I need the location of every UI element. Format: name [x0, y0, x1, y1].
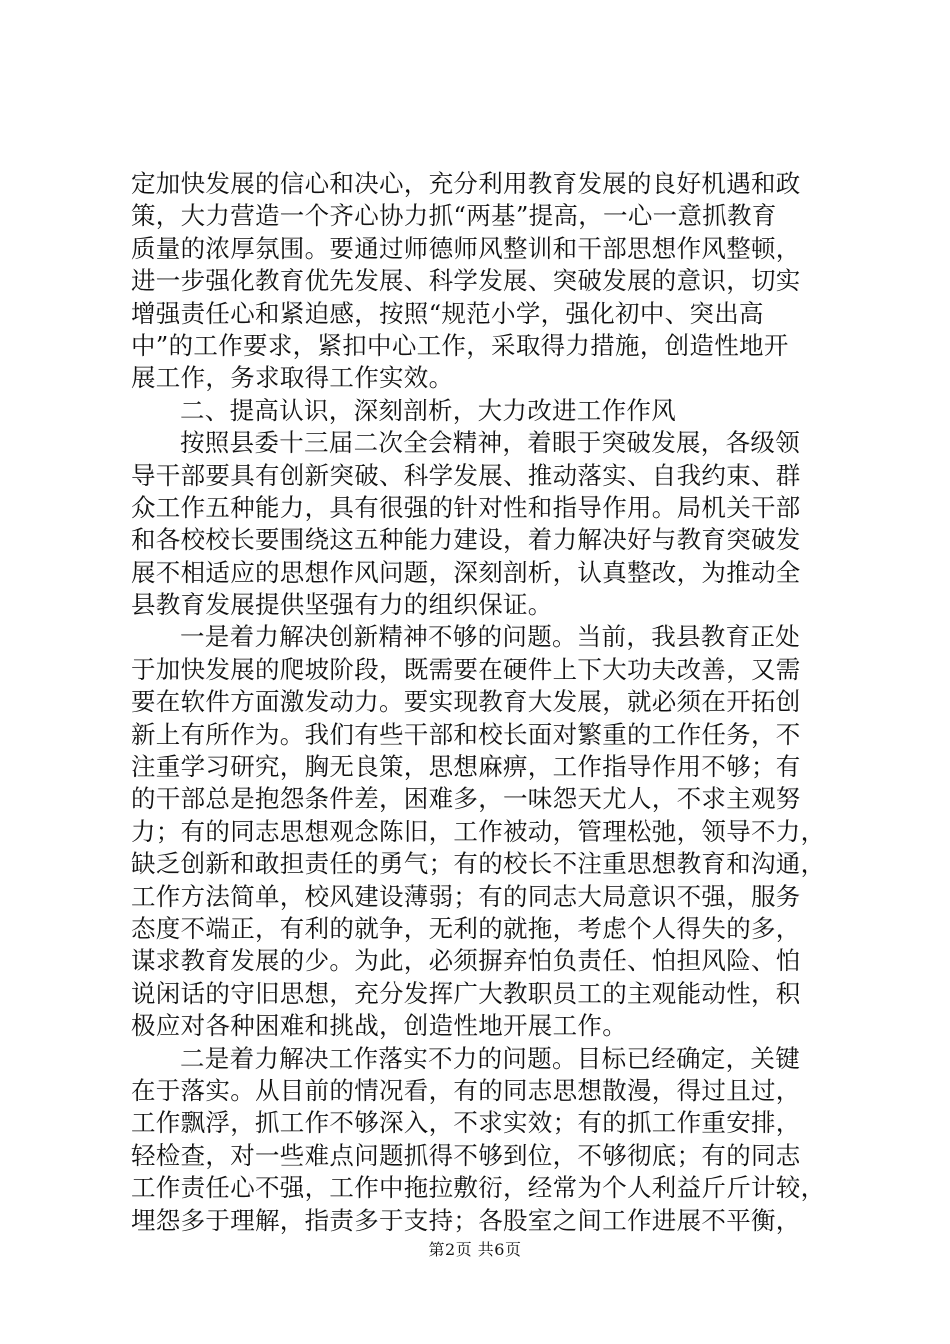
text-line: 一是着力解决创新精神不够的问题。当前，我县教育正处 — [180, 622, 800, 652]
text-line: 按照县委十三届二次全会精神，着眼于突破发展，各级领 — [180, 428, 800, 458]
text-line: 工作责任心不强，工作中拖拉敷衍，经常为个人利益斤斤计较， — [131, 1173, 826, 1203]
text-line: 定加快发展的信心和决心，充分利用教育发展的良好机遇和政 — [131, 169, 801, 198]
text-line: 要在软件方面激发动力。要实现教育大发展，就必须在开拓创 — [131, 687, 801, 717]
text-line: 新上有所作为。我们有些干部和校长面对繁重的工作任务，不 — [131, 719, 801, 749]
text-line: 二是着力解决工作落实不力的问题。目标已经确定，关键 — [180, 1043, 800, 1073]
section-heading: 二、提高认识，深刻剖析，大力改进工作作风 — [180, 395, 676, 425]
text-line: 于加快发展的爬坡阶段，既需要在硬件上下大功夫改善，又需 — [131, 654, 801, 684]
document-body — [131, 168, 851, 1237]
text-line: 在于落实。从目前的情况看，有的同志思想散漫，得过且过， — [131, 1075, 801, 1105]
text-line: 缺乏创新和敢担责任的勇气；有的校长不注重思想教育和沟通， — [131, 849, 826, 879]
text-line: 注重学习研究，胸无良策，思想麻痹，工作指导作用不够；有 — [131, 752, 801, 782]
text-line: 展不相适应的思想作风问题，深刻剖析，认真整改，为推动全 — [131, 557, 801, 587]
text-line: 质量的浓厚氛围。要通过师德师风整训和干部思想作风整顿， — [131, 233, 801, 263]
text-line: 工作方法简单，校风建设薄弱；有的同志大局意识不强，服务 — [131, 881, 801, 911]
text-line: 中”的工作要求，紧扣中心工作，采取得力措施，创造性地开 — [131, 330, 789, 360]
page-number-footer: 第2页 共6页 — [428, 1240, 522, 1259]
text-line: 轻检查，对一些难点问题抓得不够到位，不够彻底；有的同志 — [131, 1140, 801, 1170]
text-line: 展工作，务求取得工作实效。 — [131, 363, 454, 393]
text-line: 增强责任心和紧迫感，按照“规范小学，强化初中、突出高 — [131, 298, 764, 328]
text-line: 态度不端正，有利的就争，无利的就拖，考虑个人得失的多， — [131, 913, 801, 943]
text-line: 的干部总是抱怨条件差，困难多，一味怨天尤人，不求主观努 — [131, 784, 801, 814]
text-line: 说闲话的守旧思想，充分发挥广大教职员工的主观能动性，积 — [131, 978, 801, 1008]
text-line: 策，大力营造一个齐心协力抓“两基”提高，一心一意抓教育 — [131, 201, 777, 231]
text-line: 极应对各种困难和挑战，创造性地开展工作。 — [131, 1011, 627, 1041]
text-line: 谋求教育发展的少。为此，必须摒弃怕负责任、怕担风险、怕 — [131, 946, 801, 976]
text-line: 进一步强化教育优先发展、科学发展、突破发展的意识，切实 — [131, 266, 801, 296]
text-line: 导干部要具有创新突破、科学发展、推动落实、自我约束、群 — [131, 460, 801, 490]
text-line: 力；有的同志思想观念陈旧，工作被动，管理松弛，领导不力， — [131, 816, 826, 846]
text-line: 工作飘浮，抓工作不够深入，不求实效；有的抓工作重安排， — [131, 1108, 801, 1138]
text-line: 和各校校长要围绕这五种能力建设，着力解决好与教育突破发 — [131, 525, 801, 555]
text-line: 众工作五种能力，具有很强的针对性和指导作用。局机关干部 — [131, 492, 801, 522]
text-line: 埋怨多于理解，指责多于支持；各股室之间工作进展不平衡， — [131, 1205, 801, 1235]
text-line: 县教育发展提供坚强有力的组织保证。 — [131, 590, 553, 620]
